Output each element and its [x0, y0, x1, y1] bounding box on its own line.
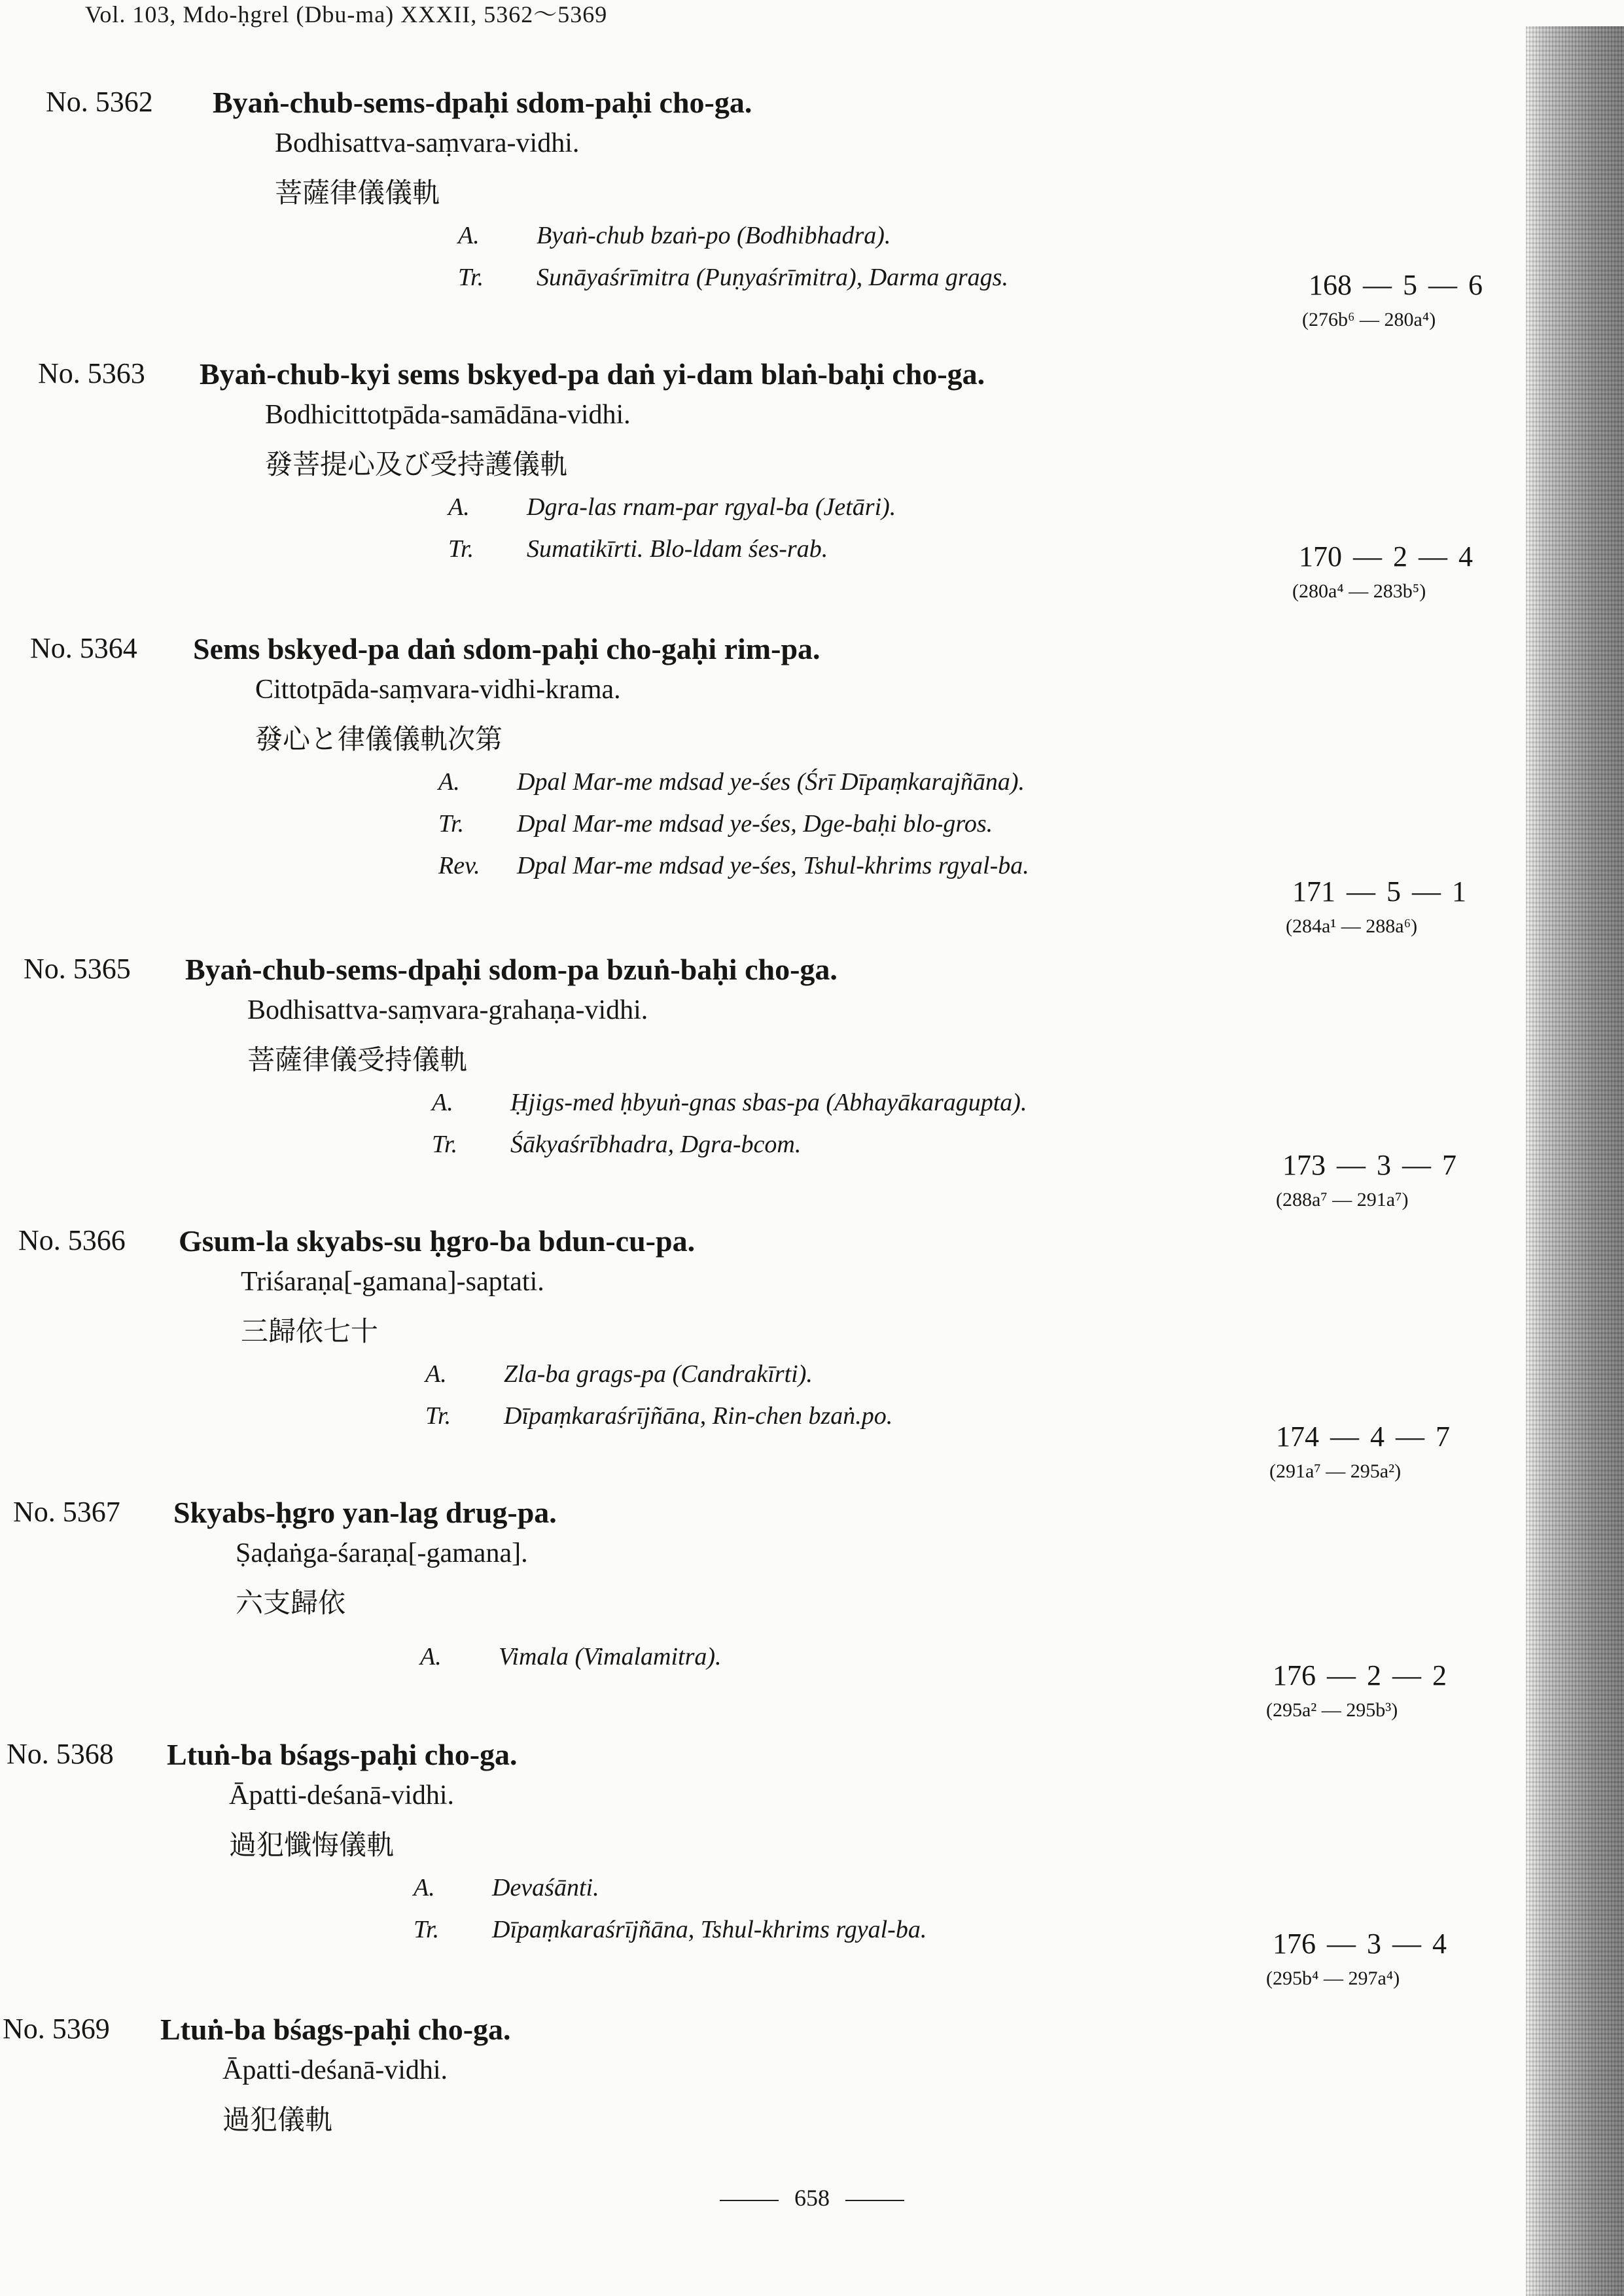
role-text: Dpal Mar-me mdsad ye-śes, Tshul-khrims rgyal-ba.: [517, 852, 1029, 879]
role-text: Ḥjigs-med ḥbyuṅ-gnas sbas-pa (Abhayākaragupta).: [510, 1089, 1027, 1116]
entry-sanskrit-title: Ṣaḍaṅga-śaraṇa[-gamana].: [236, 1538, 528, 1568]
catalog-entry: [0, 2012, 1505, 2267]
entry-folio-range: (288a⁷ — 291a⁷): [1276, 1189, 1409, 1210]
entry-reference: 170 — 2 — 4: [1299, 540, 1473, 573]
catalog-entry: [0, 85, 1505, 340]
entry-role-line: [458, 221, 891, 250]
role-text: Devaśānti.: [492, 1874, 599, 1901]
entry-tibetan-title: Ltuṅ-ba bśags-paḥi cho-ga.: [167, 1738, 518, 1771]
entry-role-line: [425, 1402, 892, 1430]
running-head: Vol. 103, Mdo-ḥgrel (Dbu-ma) XXXII, 5362〜5369: [85, 1, 608, 27]
entry-reference: 173 — 3 — 7: [1282, 1149, 1456, 1181]
entry-role-line: [438, 809, 993, 838]
role-text: Dgra-las rnam-par rgyal-ba (Jetāri).: [527, 493, 896, 521]
role-label: A.: [425, 1360, 447, 1388]
entry-japanese-title: 過犯懺悔儀軌: [229, 1829, 395, 1861]
entry-japanese-title: 六支歸依: [236, 1587, 346, 1619]
catalog-entry: [0, 952, 1505, 1210]
entry-role-line: [432, 1088, 1027, 1117]
role-text: Zla-ba grags-pa (Candrakīrti).: [504, 1360, 813, 1388]
role-label: A.: [420, 1643, 442, 1670]
role-label: A.: [432, 1089, 453, 1116]
entry-folio-range: (295b⁴ — 297a⁴): [1266, 1968, 1400, 1989]
entry-japanese-title: 發菩提心及び受持護儀軌: [265, 448, 568, 480]
entry-sanskrit-title: Āpatti-deśanā-vidhi.: [222, 2055, 448, 2085]
entry-reference: 168 — 5 — 6: [1309, 269, 1483, 301]
role-text: Sumatikīrti. Blo-ldam śes-rab.: [527, 535, 828, 563]
role-label: Tr.: [458, 264, 484, 291]
entry-number: No. 5365: [24, 953, 131, 985]
role-label: Tr.: [414, 1916, 440, 1943]
entry-sanskrit-title: Bodhisattva-saṃvara-grahaṇa-vidhi.: [247, 995, 648, 1025]
entry-role-line: [448, 535, 828, 563]
role-label: A.: [414, 1874, 435, 1901]
entry-role-line: [458, 263, 1008, 292]
role-text: Vimala (Vimalamitra).: [499, 1643, 722, 1670]
entry-sanskrit-title: Āpatti-deśanā-vidhi.: [229, 1780, 455, 1810]
role-label: A.: [438, 768, 460, 796]
entry-sanskrit-title: Bodhisattva-saṃvara-vidhi.: [275, 128, 580, 158]
entry-sanskrit-title: Cittotpāda-saṃvara-vidhi-krama.: [255, 675, 621, 705]
catalog-entry: [0, 1737, 1505, 1992]
page-number-dash-right: [845, 2200, 904, 2201]
entry-tibetan-title: Sems bskyed-pa daṅ sdom-paḥi cho-gaḥi rim-pa.: [193, 632, 821, 665]
entry-reference: 174 — 4 — 7: [1276, 1421, 1450, 1453]
entry-folio-range: (280a⁴ — 283b⁵): [1292, 580, 1426, 602]
entry-tibetan-title: Gsum-la skyabs-su ḥgro-ba bdun-cu-pa.: [179, 1224, 696, 1258]
entry-number: No. 5364: [30, 632, 137, 664]
entry-tibetan-title: Ltuṅ-ba bśags-paḥi cho-ga.: [160, 2013, 511, 2046]
entry-reference: 176 — 3 — 4: [1273, 1928, 1447, 1960]
entry-folio-range: (295a² — 295b³): [1266, 1699, 1398, 1721]
entry-reference: 171 — 5 — 1: [1292, 875, 1466, 908]
role-label: Rev.: [438, 852, 480, 879]
entry-folio-range: (291a⁷ — 295a²): [1269, 1460, 1402, 1482]
role-text: Dīpaṃkaraśrījñāna, Tshul-khrims rgyal-ba.: [492, 1916, 927, 1943]
entry-role-line: [438, 768, 1025, 796]
role-text: Dpal Mar-me mdsad ye-śes (Śrī Dīpaṃkarajñāna).: [517, 768, 1025, 796]
entry-sanskrit-title: Bodhicittotpāda-samādāna-vidhi.: [265, 400, 631, 430]
entry-sanskrit-title: Triśaraṇa[-gamana]-saptati.: [241, 1267, 544, 1297]
catalog-entry: [0, 1224, 1505, 1482]
catalog-entry: [0, 1495, 1505, 1750]
entry-japanese-title: 三歸依七十: [241, 1315, 379, 1347]
role-text: Sunāyaśrīmitra (Puṇyaśrīmitra), Darma grags.: [537, 264, 1008, 291]
entry-number: No. 5362: [46, 86, 153, 118]
entry-role-line: [438, 851, 1029, 880]
entry-tibetan-title: Byaṅ-chub-sems-dpaḥi sdom-pa bzuṅ-baḥi cho-ga.: [185, 953, 838, 986]
entry-role-line: [414, 1915, 927, 1944]
entry-number: No. 5363: [38, 357, 145, 389]
page-number-dash-left: [720, 2200, 779, 2201]
entry-role-line: [448, 493, 896, 521]
entry-reference: 176 — 2 — 2: [1273, 1659, 1447, 1691]
catalog-entry: [0, 357, 1505, 612]
role-label: Tr.: [448, 535, 474, 563]
role-label: Tr.: [425, 1402, 451, 1430]
role-text: Śākyaśrībhadra, Dgra-bcom.: [510, 1131, 802, 1158]
entry-folio-range: (276b⁶ — 280a⁴): [1302, 309, 1436, 330]
role-text: Byaṅ-chub bzaṅ-po (Bodhibhadra).: [537, 222, 891, 249]
catalog-entry: [0, 631, 1505, 937]
entry-japanese-title: 發心と律儀儀軌次第: [255, 723, 503, 755]
entry-japanese-title: 菩薩律儀受持儀軌: [247, 1044, 468, 1076]
role-text: Dīpaṃkaraśrījñāna, Rin-chen bzaṅ.po.: [504, 1402, 893, 1430]
entry-tibetan-title: Skyabs-ḥgro yan-lag drug-pa.: [173, 1496, 557, 1529]
entry-number: No. 5366: [18, 1224, 126, 1256]
entry-tibetan-title: Byaṅ-chub-sems-dpaḥi sdom-paḥi cho-ga.: [213, 86, 752, 119]
role-label: Tr.: [432, 1131, 458, 1158]
entry-number: No. 5367: [13, 1496, 120, 1528]
role-label: A.: [458, 222, 480, 249]
entry-folio-range: (284a¹ — 288a⁶): [1286, 915, 1418, 937]
entry-tibetan-title: Byaṅ-chub-kyi sems bskyed-pa daṅ yi-dam blaṅ-baḥi cho-ga.: [200, 357, 985, 391]
role-label: A.: [448, 493, 470, 521]
page-edge-shadow: [1526, 26, 1624, 2296]
entry-role-line: [425, 1360, 813, 1388]
role-text: Dpal Mar-me mdsad ye-śes, Dge-baḥi blo-gros.: [517, 810, 993, 838]
role-label: Tr.: [438, 810, 465, 838]
entry-number: No. 5369: [3, 2013, 110, 2045]
entry-role-line: [432, 1130, 801, 1159]
page-number: [0, 2184, 1624, 2212]
entry-japanese-title: 過犯儀軌: [222, 2104, 333, 2136]
page-number-text: 658: [794, 2185, 830, 2211]
entry-number: No. 5368: [7, 1738, 114, 1770]
entry-role-line: [420, 1642, 722, 1671]
entry-japanese-title: 菩薩律儀儀軌: [275, 177, 440, 209]
entry-role-line: [414, 1873, 599, 1902]
